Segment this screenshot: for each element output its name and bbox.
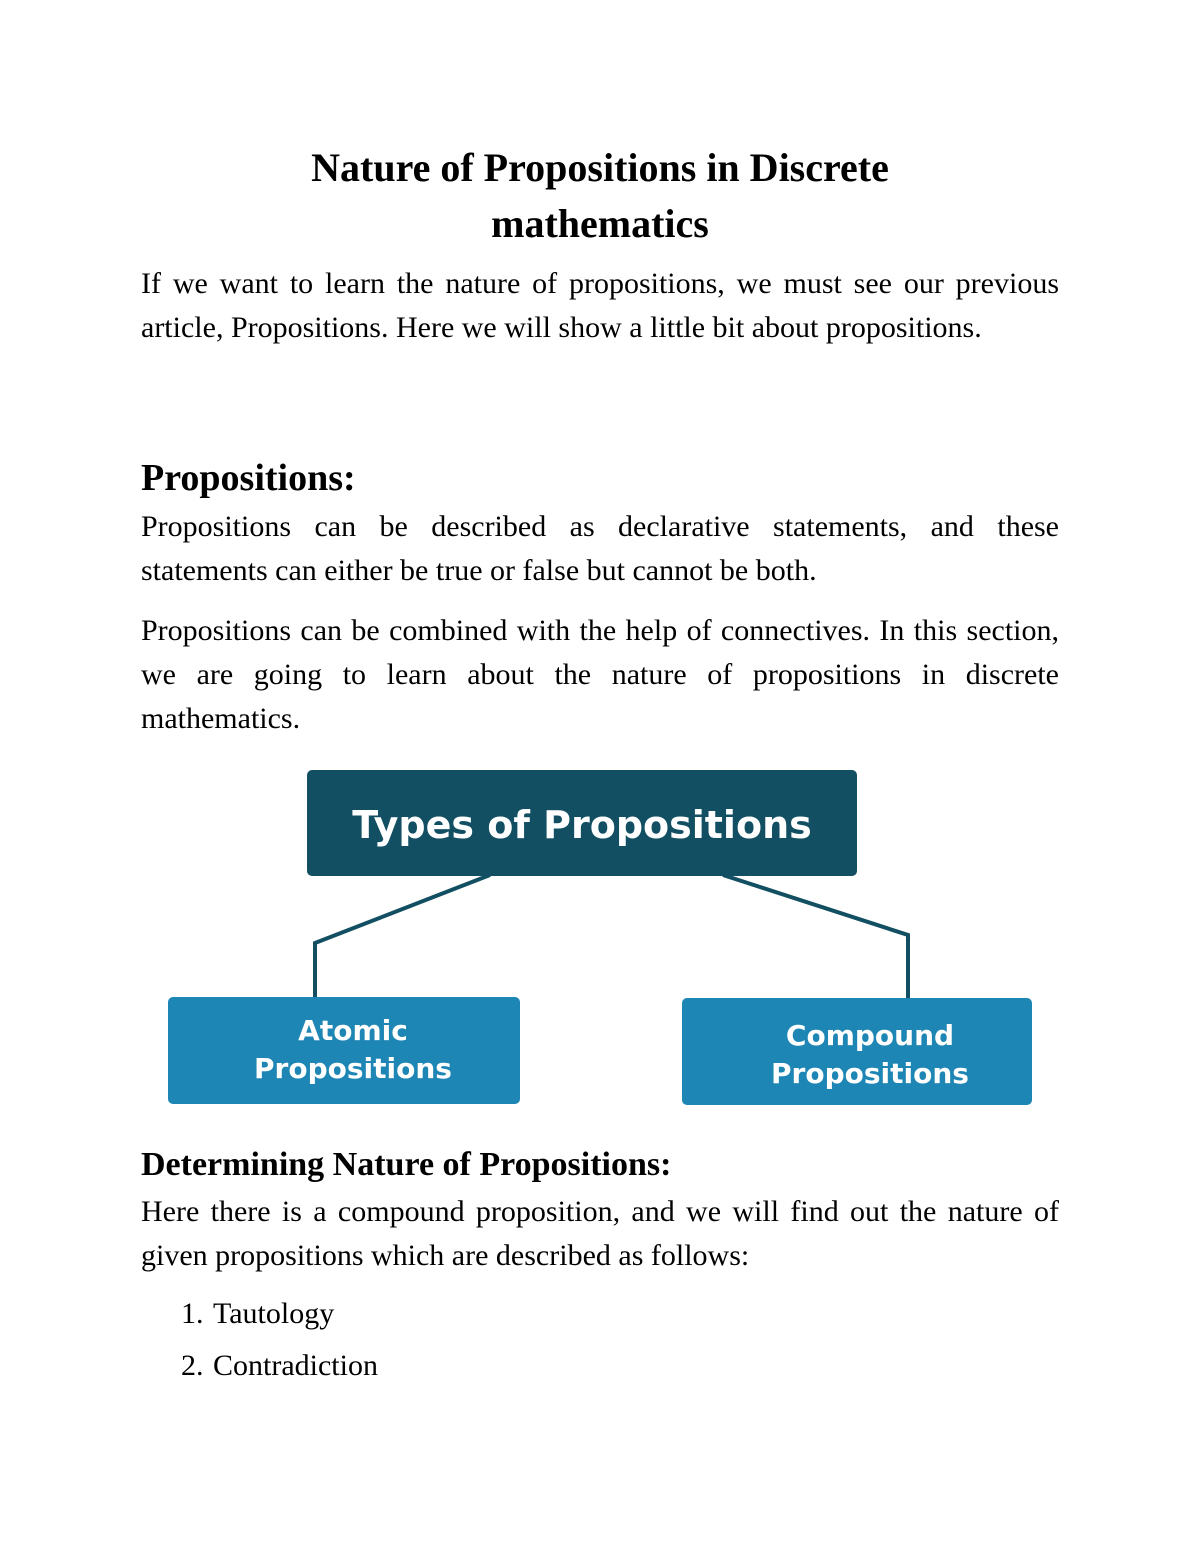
section-heading-propositions: Propositions: [141,457,356,499]
section-propositions [141,505,1059,741]
atomic-node [168,997,520,1104]
list-item: 2. Contradiction [211,1344,1059,1388]
list-item: 1. Tautology [211,1292,1059,1336]
determining-nature-paragraph: Here there is a compound proposition, and we will find out the nature of given propositions which are described as follows: [141,1195,1059,1272]
compound-node-label-1: Compound [785,1019,955,1052]
atomic-node-label-1: Atomic [298,1014,408,1047]
propositions-paragraph-2: Propositions can be combined with the help of connectives. In this section, we are going to learn about the nature of propositions in discrete mathematics. [141,614,1059,735]
propositions-paragraph-1: Propositions can be described as declarative statements, and these statements can either be true or false but cannot be both. [141,510,1059,587]
section-heading-determining-nature: Determining Nature of Propositions: [141,1146,672,1183]
intro-paragraph: If we want to learn the nature of propositions, we must see our previous article, Propositions. Here we will show a little bit about propositions. [141,267,1059,344]
document-header [141,140,1059,350]
compound-node [682,998,1032,1105]
atomic-node-label-2: Propositions [254,1052,452,1085]
compound-node-label-2: Propositions [771,1057,969,1090]
connector-right [723,875,908,998]
types-of-propositions-diagram [160,765,1040,1115]
root-node-label: Types of Propositions [352,803,812,847]
connector-left [315,875,490,998]
root-node [307,770,857,876]
page-title: Nature of Propositions in Discrete mathematics [311,145,889,246]
section-determining-nature [141,1190,1059,1396]
nature-list [141,1292,1059,1388]
connector-lines [315,875,908,998]
